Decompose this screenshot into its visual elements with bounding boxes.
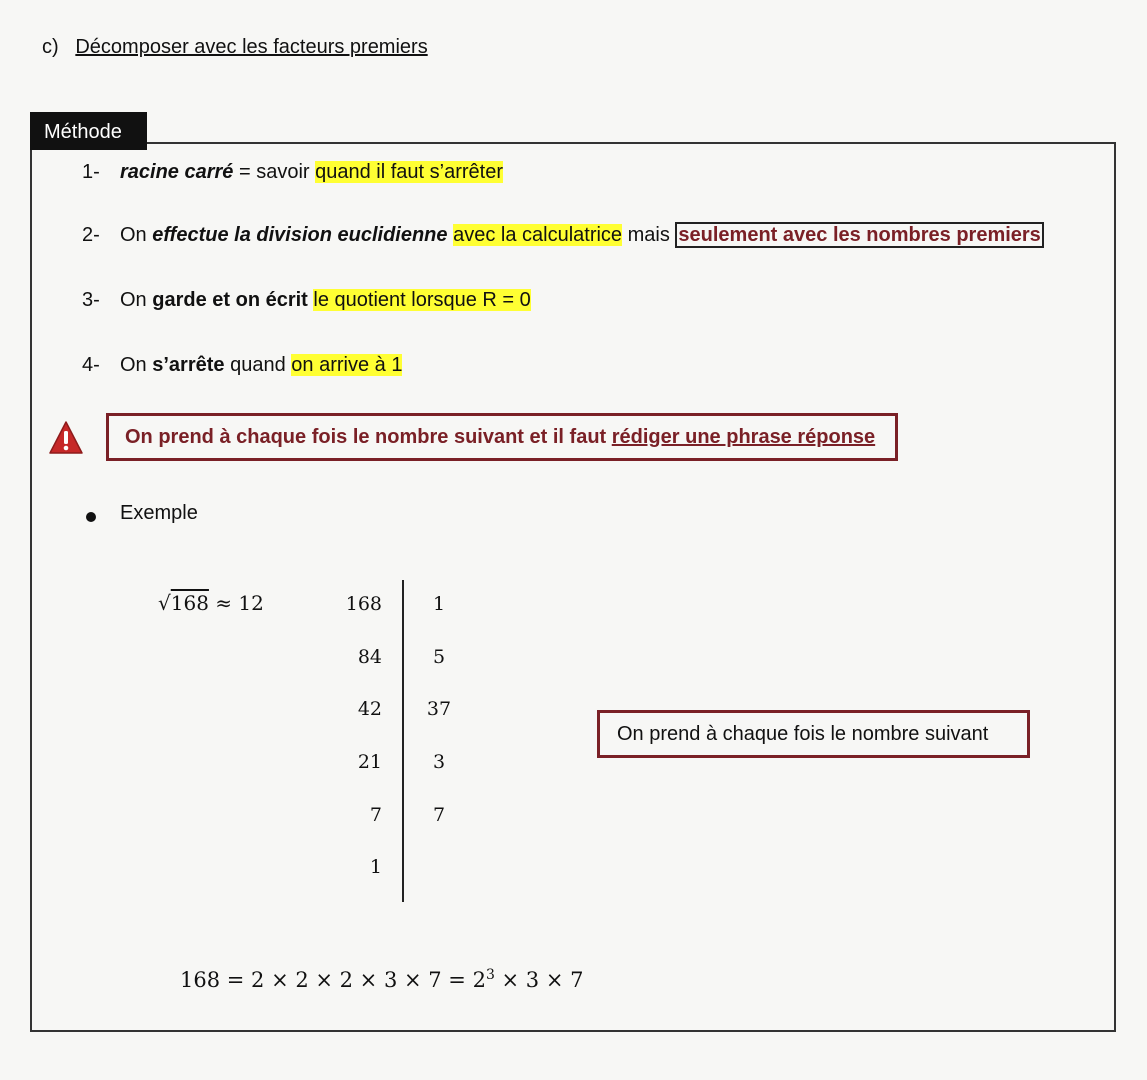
note-box: On prend à chaque fois le nombre suivant bbox=[597, 710, 1030, 758]
section-letter: c) bbox=[42, 36, 59, 58]
warning-icon bbox=[48, 420, 84, 456]
formula-exponent: 3 bbox=[485, 967, 495, 983]
divisor: 37 bbox=[426, 698, 452, 720]
dividend: 84 bbox=[357, 646, 382, 668]
step-text: racine carré bbox=[120, 161, 234, 183]
step-1 bbox=[82, 161, 503, 184]
step-text: quand bbox=[224, 354, 292, 376]
factorization-formula bbox=[180, 967, 583, 992]
step-number: 4- bbox=[82, 354, 100, 376]
dividend: 168 bbox=[345, 593, 382, 615]
example-label: Exemple bbox=[120, 502, 198, 524]
sqrt-result: ≈ 12 bbox=[215, 591, 264, 615]
step-text: On bbox=[120, 224, 153, 246]
step-text: = savoir bbox=[233, 161, 316, 183]
divisor: 3 bbox=[432, 751, 446, 773]
dividend: 7 bbox=[369, 804, 382, 826]
dividend: 42 bbox=[357, 698, 382, 720]
formula-text: 168 = 2 × 2 × 2 × 3 × 7 = 2 bbox=[180, 968, 486, 992]
sqrt-symbol: √ bbox=[158, 591, 171, 615]
highlighted-text: le quotient lorsque R = 0 bbox=[313, 289, 531, 311]
dividend: 21 bbox=[357, 751, 382, 773]
step-text: On bbox=[120, 289, 153, 311]
step-text: mais bbox=[622, 224, 676, 246]
dividend: 1 bbox=[369, 856, 382, 878]
methode-tag: Méthode bbox=[30, 112, 147, 150]
warning-box bbox=[106, 413, 898, 461]
division-separator bbox=[402, 580, 404, 902]
boxed-text: seulement avec les nombres premiers bbox=[675, 222, 1043, 248]
warning-underlined-text: rédiger une phrase réponse bbox=[611, 426, 876, 448]
step-4 bbox=[82, 354, 402, 377]
warning-text: On prend à chaque fois le nombre suivant et il faut bbox=[125, 426, 612, 448]
step-text: effectue la division euclidienne bbox=[152, 224, 448, 246]
step-2 bbox=[82, 224, 1044, 247]
sqrt-radicand: 168 bbox=[170, 591, 209, 615]
divisor: 7 bbox=[432, 804, 446, 826]
formula-text-end: × 3 × 7 bbox=[494, 968, 584, 992]
step-3 bbox=[82, 289, 531, 312]
divisor: 1 bbox=[432, 593, 446, 615]
section-heading bbox=[42, 36, 428, 59]
highlighted-text: on arrive à 1 bbox=[291, 354, 403, 376]
section-title: Décomposer avec les facteurs premiers bbox=[75, 36, 428, 58]
divisor: 5 bbox=[432, 646, 446, 668]
step-text: garde et on écrit bbox=[152, 289, 308, 311]
highlighted-text: avec la calculatrice bbox=[453, 224, 623, 246]
bullet bbox=[86, 512, 96, 522]
step-text: s’arrête bbox=[152, 354, 225, 376]
method-box bbox=[30, 142, 1116, 1032]
step-number: 3- bbox=[82, 289, 100, 311]
step-number: 1- bbox=[82, 161, 100, 183]
highlighted-text: quand il faut s’arrêter bbox=[315, 161, 504, 183]
square-root-expression bbox=[158, 591, 264, 615]
step-number: 2- bbox=[82, 224, 100, 246]
step-text: On bbox=[120, 354, 153, 376]
